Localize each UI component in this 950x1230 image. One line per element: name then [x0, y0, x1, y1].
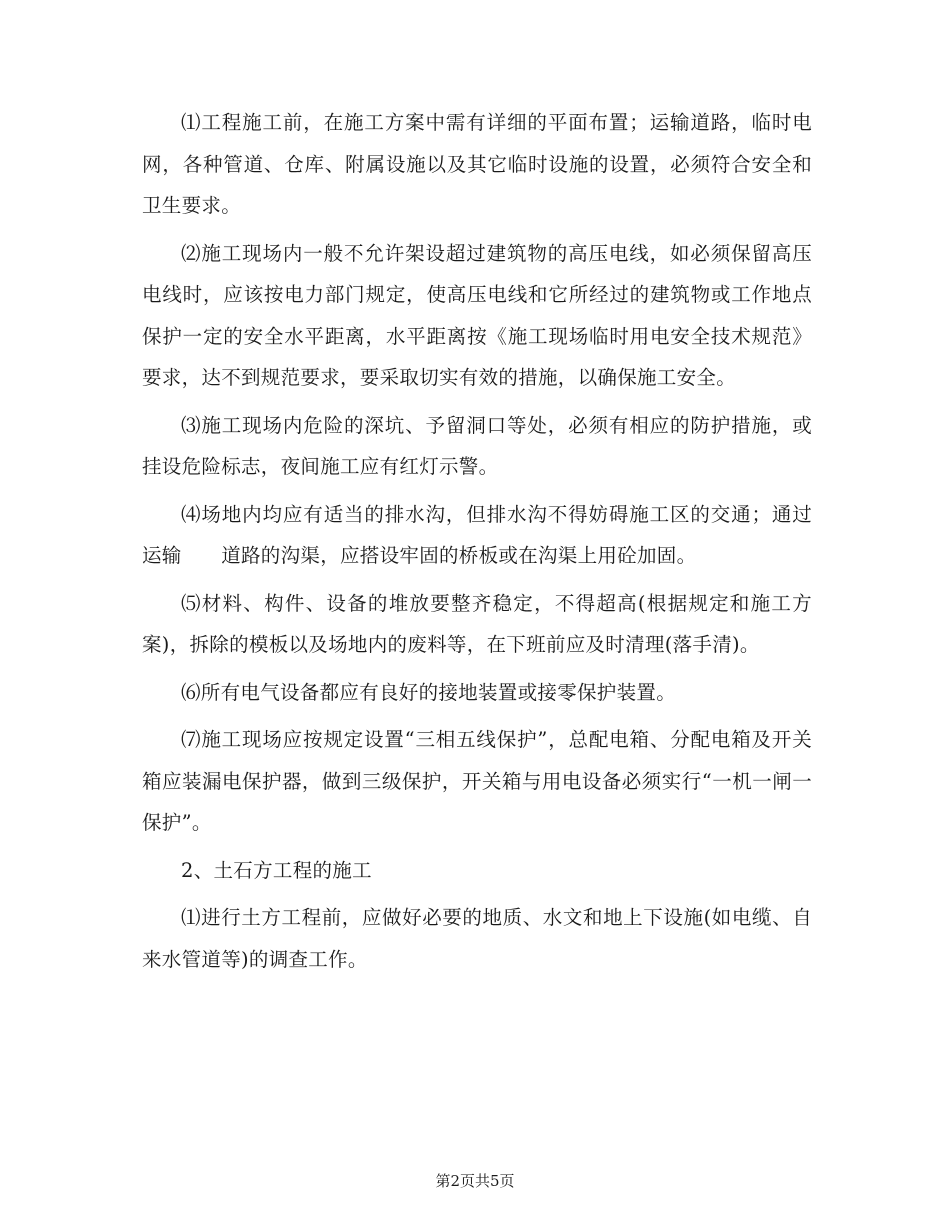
- paragraph-8: ⑴进行土方工程前，应做好必要的地质、水文和地上下设施(如电缆、自来水管道等)的调查工作。: [142, 906, 812, 971]
- paragraph-7: ⑺施工现场应按规定设置“三相五线保护”，总配电箱、分配电箱及开关箱应装漏电保护器，做到三级保护，开关箱与用电设备必须实行“一机一闸一保护”。: [142, 728, 812, 834]
- paragraph-2: ⑵施工现场内一般不允许架设超过建筑物的高压电线，如必须保留高压电线时，应该按电力部门规定，使高压电线和它所经过的建筑物或工作地点保护一定的安全水平距离，水平距离按《施工现场临时用电安全技术规范》要求，达不到规范要求，要采取切实有效的措施，以确保施工安全。: [142, 241, 812, 389]
- document-body: [142, 102, 812, 986]
- paragraph-1: ⑴工程施工前，在施工方案中需有详细的平面布置；运输道路，临时电网，各种管道、仓库、附属设施以及其它临时设施的设置，必须符合安全和卫生要求。: [142, 111, 812, 217]
- paragraph-6: ⑹所有电气设备都应有良好的接地装置或接零保护装置。: [181, 680, 677, 704]
- paragraph-4: ⑷场地内均应有适当的排水沟，但排水沟不得妨碍施工区的交通；通过运输 道路的沟渠，应搭设牢固的桥板或在沟渠上用砼加固。: [142, 502, 812, 567]
- section-heading: 2、土石方工程的施工: [181, 858, 372, 882]
- paragraph-5: ⑸材料、构件、设备的堆放要整齐稳定，不得超高(根据规定和施工方案)，拆除的模板以及场地内的废料等，在下班前应及时清理(落手清)。: [142, 591, 812, 656]
- paragraph-3: ⑶施工现场内危险的深坑、予留洞口等处，必须有相应的防护措施，或挂设危险标志，夜间施工应有红灯示警。: [142, 413, 812, 478]
- page-number-footer: 第2页共5页: [435, 1172, 515, 1190]
